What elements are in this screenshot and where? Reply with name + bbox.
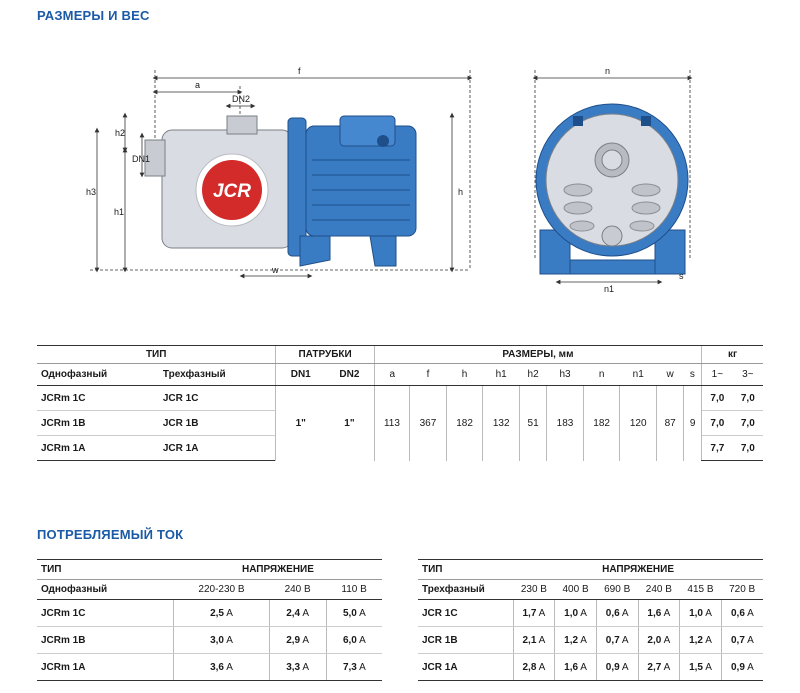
weight-1: 7,0	[702, 386, 733, 411]
value-n1: 120	[620, 386, 657, 461]
col-w: w	[657, 364, 684, 386]
value-h2: 51	[519, 386, 546, 461]
value-f: 367	[410, 386, 447, 461]
current-value: 0,6	[605, 607, 620, 619]
current-value: 1,2	[689, 634, 703, 646]
col-dn2: DN2	[325, 364, 374, 386]
col-weight-3: 3~	[733, 364, 763, 386]
dim-label-h2: h2	[115, 128, 126, 138]
unit: A	[663, 634, 671, 646]
current-value: 0,9	[605, 661, 620, 673]
unit: A	[359, 661, 366, 673]
current-value: 6,0	[342, 634, 357, 646]
current-value: 2,7	[647, 661, 662, 673]
col-voltage: 230 В	[513, 580, 555, 600]
col-voltage: 240 В	[638, 580, 680, 600]
dim-label-n1: n1	[604, 284, 615, 294]
dim-label-h3: h3	[86, 187, 97, 197]
weight-3: 7,0	[740, 392, 755, 404]
col-dn1: DN1	[276, 364, 325, 386]
header-type: ТИП	[37, 560, 174, 580]
value-dn1: 1"	[276, 386, 325, 461]
header-ports: ПАТРУБКИ	[276, 346, 374, 364]
unit: A	[621, 634, 629, 646]
current-value: 0,6	[730, 607, 745, 619]
value-s: 9	[684, 386, 702, 461]
unit: A	[621, 607, 629, 619]
col-s: s	[684, 364, 702, 386]
header-phase: Однофазный	[37, 580, 174, 600]
header-voltage: НАПРЯЖЕНИЕ	[513, 560, 763, 580]
header-voltage: НАПРЯЖЕНИЕ	[174, 560, 382, 580]
model-three: JCR 1B	[159, 411, 276, 436]
current-value: 1,0	[689, 607, 703, 619]
model: JCRm 1C	[37, 600, 174, 627]
jcr-logo: JCR	[212, 181, 252, 202]
dim-label-dn1: DN1	[132, 154, 151, 164]
dim-label-a: a	[195, 80, 201, 90]
unit: A	[663, 661, 671, 673]
current-value: 1,2	[564, 634, 579, 646]
current-value: 3,3	[286, 661, 301, 673]
model: JCRm 1B	[37, 627, 174, 654]
unit: A	[705, 634, 712, 646]
current-value: 2,1	[522, 634, 537, 646]
current-value: 5,0	[342, 607, 357, 619]
weight-3: 7,0	[733, 411, 763, 436]
weight-1: 7,7	[702, 436, 733, 461]
current-value: 2,9	[286, 634, 301, 646]
unit: A	[580, 634, 587, 646]
table-row	[37, 386, 763, 411]
col-h1: h1	[483, 364, 520, 386]
value-dn2: 1"	[344, 417, 355, 429]
value-n: 182	[583, 386, 620, 461]
model-three: JCR 1C	[162, 392, 199, 404]
unit: A	[359, 607, 366, 619]
dimensions-table	[37, 345, 763, 461]
table-row	[37, 627, 382, 654]
model-single: JCRm 1B	[37, 411, 159, 436]
header-type: ТИП	[418, 560, 513, 580]
dim-label-s: s	[679, 271, 684, 281]
unit: A	[747, 661, 754, 673]
unit: A	[663, 607, 671, 619]
current-three-table	[418, 559, 763, 681]
dim-label-h1: h1	[114, 207, 125, 217]
col-weight-1: 1~	[702, 364, 733, 386]
unit: A	[302, 634, 310, 646]
unit: A	[580, 661, 587, 673]
header-phase: Трехфазный	[418, 580, 513, 600]
col-voltage: 720 В	[721, 580, 763, 600]
weight-3: 7,0	[733, 436, 763, 461]
pump-front-view	[536, 104, 688, 274]
header-three-phase: Трехфазный	[159, 364, 276, 386]
unit: A	[226, 634, 233, 646]
col-h: h	[446, 364, 483, 386]
value-w: 87	[657, 386, 684, 461]
dim-label-dn2: DN2	[232, 94, 251, 104]
current-value: 2,4	[286, 607, 301, 619]
unit: A	[747, 607, 754, 619]
col-voltage: 415 В	[680, 580, 722, 600]
model: JCR 1A	[418, 654, 513, 681]
header-sizes: РАЗМЕРЫ, мм	[374, 346, 701, 364]
dim-label-f: f	[298, 66, 301, 76]
header-weight: кг	[702, 346, 763, 364]
model-three: JCR 1A	[159, 436, 276, 461]
col-n: n	[583, 364, 620, 386]
header-type: ТИП	[37, 346, 276, 364]
model: JCRm 1A	[37, 654, 174, 681]
current-value: 7,3	[342, 661, 357, 673]
unit: A	[302, 661, 310, 673]
dim-label-w: w	[272, 265, 279, 275]
col-h3: h3	[547, 364, 584, 386]
table-row	[418, 627, 763, 654]
col-voltage: 240 В	[269, 580, 326, 600]
weight-1: 7,0	[702, 411, 733, 436]
value-h1: 132	[483, 386, 520, 461]
current-value: 1,7	[522, 607, 537, 619]
col-f: f	[410, 364, 447, 386]
unit: A	[538, 607, 546, 619]
table-row	[418, 600, 763, 627]
unit: A	[359, 634, 366, 646]
model: JCR 1C	[418, 600, 513, 627]
current-value: 0,7	[605, 634, 620, 646]
table-row	[37, 600, 382, 627]
col-a: a	[374, 364, 409, 386]
unit: A	[538, 661, 546, 673]
value-h3: 183	[547, 386, 584, 461]
unit: A	[538, 634, 546, 646]
header-single-phase: Однофазный	[37, 364, 159, 386]
model-single: JCRm 1C	[41, 392, 86, 404]
unit: A	[302, 607, 310, 619]
current-title: ПОТРЕБЛЯЕМЫЙ ТОК	[37, 527, 184, 542]
model-single: JCRm 1A	[37, 436, 159, 461]
model: JCR 1B	[418, 627, 513, 654]
dimensions-title: РАЗМЕРЫ И ВЕС	[37, 8, 150, 23]
col-voltage: 110 В	[326, 580, 382, 600]
unit: A	[705, 661, 712, 673]
current-value: 1,0	[564, 607, 579, 619]
unit: A	[747, 634, 754, 646]
col-voltage: 690 В	[596, 580, 638, 600]
pump-drawing	[0, 30, 800, 330]
pump-side-view	[145, 116, 416, 266]
value-h: 182	[446, 386, 483, 461]
col-n1: n1	[620, 364, 657, 386]
current-value: 0,9	[730, 661, 745, 673]
unit: A	[580, 607, 587, 619]
table-row	[37, 654, 382, 681]
unit: A	[621, 661, 629, 673]
value-a: 113	[374, 386, 409, 461]
unit: A	[226, 607, 233, 619]
current-value: 3,0	[210, 634, 224, 646]
current-value: 0,7	[730, 634, 745, 646]
current-value: 2,0	[647, 634, 662, 646]
current-value: 2,8	[522, 661, 537, 673]
current-value: 3,6	[210, 661, 224, 673]
dim-label-n: n	[605, 66, 611, 76]
dim-label-h: h	[458, 187, 464, 197]
current-value: 1,6	[647, 607, 662, 619]
col-h2: h2	[519, 364, 546, 386]
col-voltage: 220-230 В	[174, 580, 269, 600]
current-value: 1,6	[564, 661, 579, 673]
unit: A	[226, 661, 233, 673]
col-voltage: 400 В	[555, 580, 597, 600]
unit: A	[705, 607, 712, 619]
current-value: 2,5	[210, 607, 224, 619]
current-value: 1,5	[689, 661, 703, 673]
current-single-table	[37, 559, 382, 681]
table-row	[418, 654, 763, 681]
